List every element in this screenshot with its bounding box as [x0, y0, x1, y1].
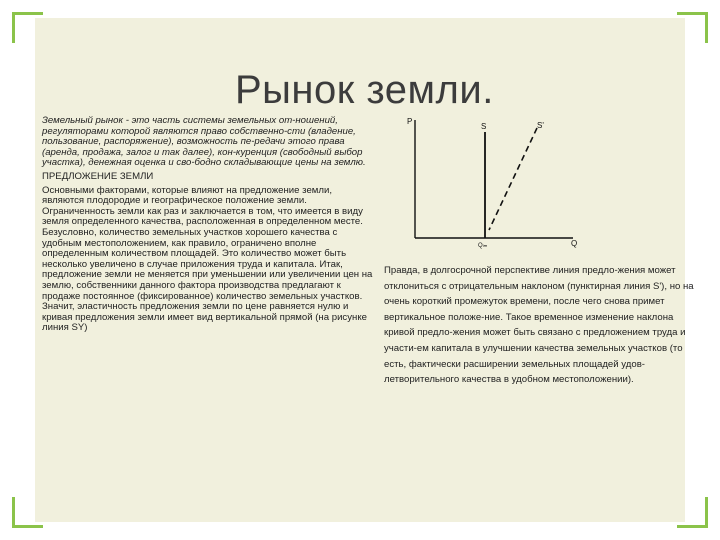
q-label: Qₗₘ [478, 243, 488, 249]
supply-graph [405, 112, 585, 252]
body-paragraph: Основными факторами, которые влияют на предложение земли, являются плодородие и географическое положение земли. Ограниченность земли как раз и заключается в том, что имеется в виду земля определенного качества, расположенная в определенном месте. Безусловно, количество земельных участков хорошего качества с удобным местоположением, как правило, ограничено вполне определенным количеством площадей. Это количество может быть несколько увеличено в случае приложения труда и капитала. Итак, предложение земли не меняется при уменьшении или увеличении цен на землю, собственники данного фактора производства предлагают к продаже постоянное (фиксированное) количество земельных участков. Значит, эластичность предложения земли по цене равняется нулю и кривая предложения земли имеет вид вертикальной прямой (на рисунке линия SY) [42, 184, 373, 334]
s-prime-label: S' [537, 121, 544, 130]
intro-paragraph: Земельный рынок - это часть системы земельных от-ношений, регуляторами которой являются право собственно-сти (владение, пользование, распоряжение), возможность пе-редачи этого права (аренда, продажа, залог и так далее), кон-куренция (свободный выбор участка), денежная оценка и сво-бодно складывающие цены на землю. [42, 115, 366, 169]
right-text-column: Правда, в долгосрочной перспективе линия предло-жения может отклониться с отрицательным наклоном (пунктирная линия S'), но на очень короткий промежуток времени, после чего снова примет вертикальное положе-ние. Такое временное изменение наклона кривой предло-жения может быть связано с предложением труда и участи-ем капитала в улучшении качества земельных участков (то есть, фактически расширении земельных площадей удов-летворительного качества в удобном местоположении). [384, 265, 694, 386]
y-axis-label: P [407, 117, 413, 126]
x-axis-label: Q [571, 239, 578, 248]
slide-title: Рынок земли. [235, 68, 494, 112]
supply-line-s-prime [489, 128, 537, 230]
left-text-column [42, 116, 374, 337]
s-label: S [481, 122, 487, 131]
section-heading: ПРЕДЛОЖЕНИЕ ЗЕМЛИ [42, 170, 154, 182]
